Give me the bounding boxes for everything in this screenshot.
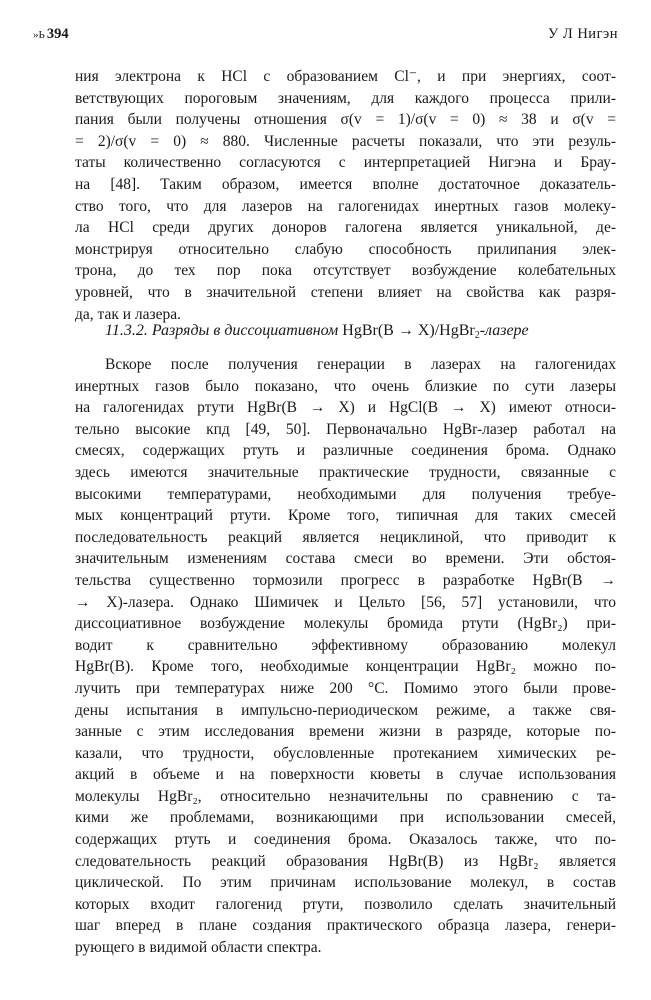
text-line: шаг вперед в плане создания практического образца лазера, генери- bbox=[75, 917, 616, 935]
section-title bbox=[75, 322, 616, 346]
text-line: молекулы HgBr₂, относительно незначительны по сравнению с та- bbox=[75, 787, 616, 805]
text-line: на [48]. Таким образом, имеется вполне достаточное доказатель- bbox=[75, 175, 616, 193]
text-line: ла HCl среди других доноров галогена является уникальной, де- bbox=[75, 219, 616, 237]
text-line: которых входит галогенид ртути, позволило сделать значительный bbox=[75, 895, 616, 913]
text-line: на галогенидах ртути HgBr(B → X) и HgCl(B → X) имеют относи- bbox=[75, 399, 616, 417]
text-line: инертных газов было показано, что очень близкие по сути лазеры bbox=[75, 377, 616, 395]
text-line: казали, что трудности, обусловленные протеканием химических ре- bbox=[75, 744, 616, 762]
running-header bbox=[33, 26, 618, 48]
text-line: акций в объеме и на поверхности кюветы в случае использования bbox=[75, 766, 616, 784]
running-author: У Л Нигэн bbox=[547, 26, 618, 42]
section-number: 11.3.2. bbox=[105, 322, 148, 339]
text-line: = 2)/σ(v = 0) ≈ 880. Численные расчеты показали, что эти резуль- bbox=[75, 132, 616, 150]
text-line: ветствующих пороговым значениям, для каждого процесса прили- bbox=[75, 89, 616, 107]
page-mark: »Ь bbox=[33, 29, 45, 41]
text-line: диссоциативное возбуждение молекулы бромида ртути (HgBr₂) при- bbox=[75, 615, 616, 633]
text-line: HgBr(B). Кроме того, необходимые концентрации HgBr₂ можно по- bbox=[75, 658, 616, 676]
paragraph-2 bbox=[75, 354, 616, 959]
text-line: пания были получены отношения σ(v = 1)/σ(v = 0) ≈ 38 и σ(v = bbox=[75, 111, 616, 129]
text-line: уровней, что в значительной степени влияет на свойства как разря- bbox=[75, 283, 616, 301]
text-line: кими же проблемами, возникающими при использовании смесей, bbox=[75, 809, 616, 827]
page-number-value: 394 bbox=[46, 26, 69, 42]
text-line: значительным изменениям состава смеси во времени. Эти обстоя- bbox=[75, 550, 616, 568]
text-line: циклической. По этим причинам использование молекул, в состав bbox=[75, 874, 616, 892]
section-title-molecule: HgBr(B → X)/HgBr bbox=[342, 322, 475, 339]
text-line: занные с этим исследования времени жизни в разряде, которые по- bbox=[75, 723, 616, 741]
text-line: монстрируя относительно слабую способность прилипания элек- bbox=[75, 240, 616, 258]
section-title-suffix: -лазере bbox=[479, 322, 529, 339]
text-line: высокими температурами, необходимыми для получения требуе- bbox=[75, 485, 616, 503]
text-line: рующего в видимой области спектра. bbox=[75, 939, 322, 957]
text-line: тельства существенно тормозили прогресс в разработке HgBr(B → bbox=[75, 571, 616, 589]
text-line: лучить при температурах ниже 200 °C. Помимо этого были прове- bbox=[75, 679, 616, 697]
text-line: мых концентраций ртути. Кроме того, типичная для таких смесей bbox=[75, 507, 616, 525]
text-line: Вскоре после получения генерации в лазерах на галогенидах bbox=[105, 356, 616, 373]
section-title-subscript: 2 bbox=[474, 330, 480, 341]
text-line: ния электрона к HCl с образованием Cl⁻, и при энергиях, соот- bbox=[75, 68, 616, 85]
page-number bbox=[33, 26, 69, 43]
text-line: следовательность реакций образования HgBr(B) из HgBr₂ является bbox=[75, 852, 616, 870]
text-line: последовательность реакций является нециклиной, что приводит к bbox=[75, 528, 616, 546]
paragraph-1 bbox=[75, 66, 616, 325]
text-line: здесь имеются значительные практические трудности, связанные с bbox=[75, 463, 616, 481]
text-line: водит к сравнительно эффективному образованию молекул bbox=[75, 636, 616, 654]
text-line: тельно высокие кпд [49, 50]. Первоначально HgBr-лазер работал на bbox=[75, 420, 616, 438]
section-title-text: Разряды в диссоциативном bbox=[151, 322, 339, 339]
text-line: содержащих ртуть и соединения брома. Оказалось также, что по- bbox=[75, 831, 616, 849]
text-line: ство того, что для лазеров на галогенидах инертных газов молеку- bbox=[75, 197, 616, 215]
text-line: → X)-лазера. Однако Шимичек и Цельто [56, 57] установили, что bbox=[75, 593, 616, 611]
text-line: таты количественно согласуются с интерпретацией Нигэна и Брау- bbox=[75, 154, 616, 172]
text-line: смесях, содержащих ртуть и различные соединения брома. Однако bbox=[75, 442, 616, 460]
text-line: да, так и лазера. bbox=[75, 305, 182, 323]
text-line: трона, до тех пор пока отсутствует возбуждение колебательных bbox=[75, 262, 616, 280]
text-line: дены испытания в импульсно-периодическом режиме, а также свя- bbox=[75, 701, 616, 719]
